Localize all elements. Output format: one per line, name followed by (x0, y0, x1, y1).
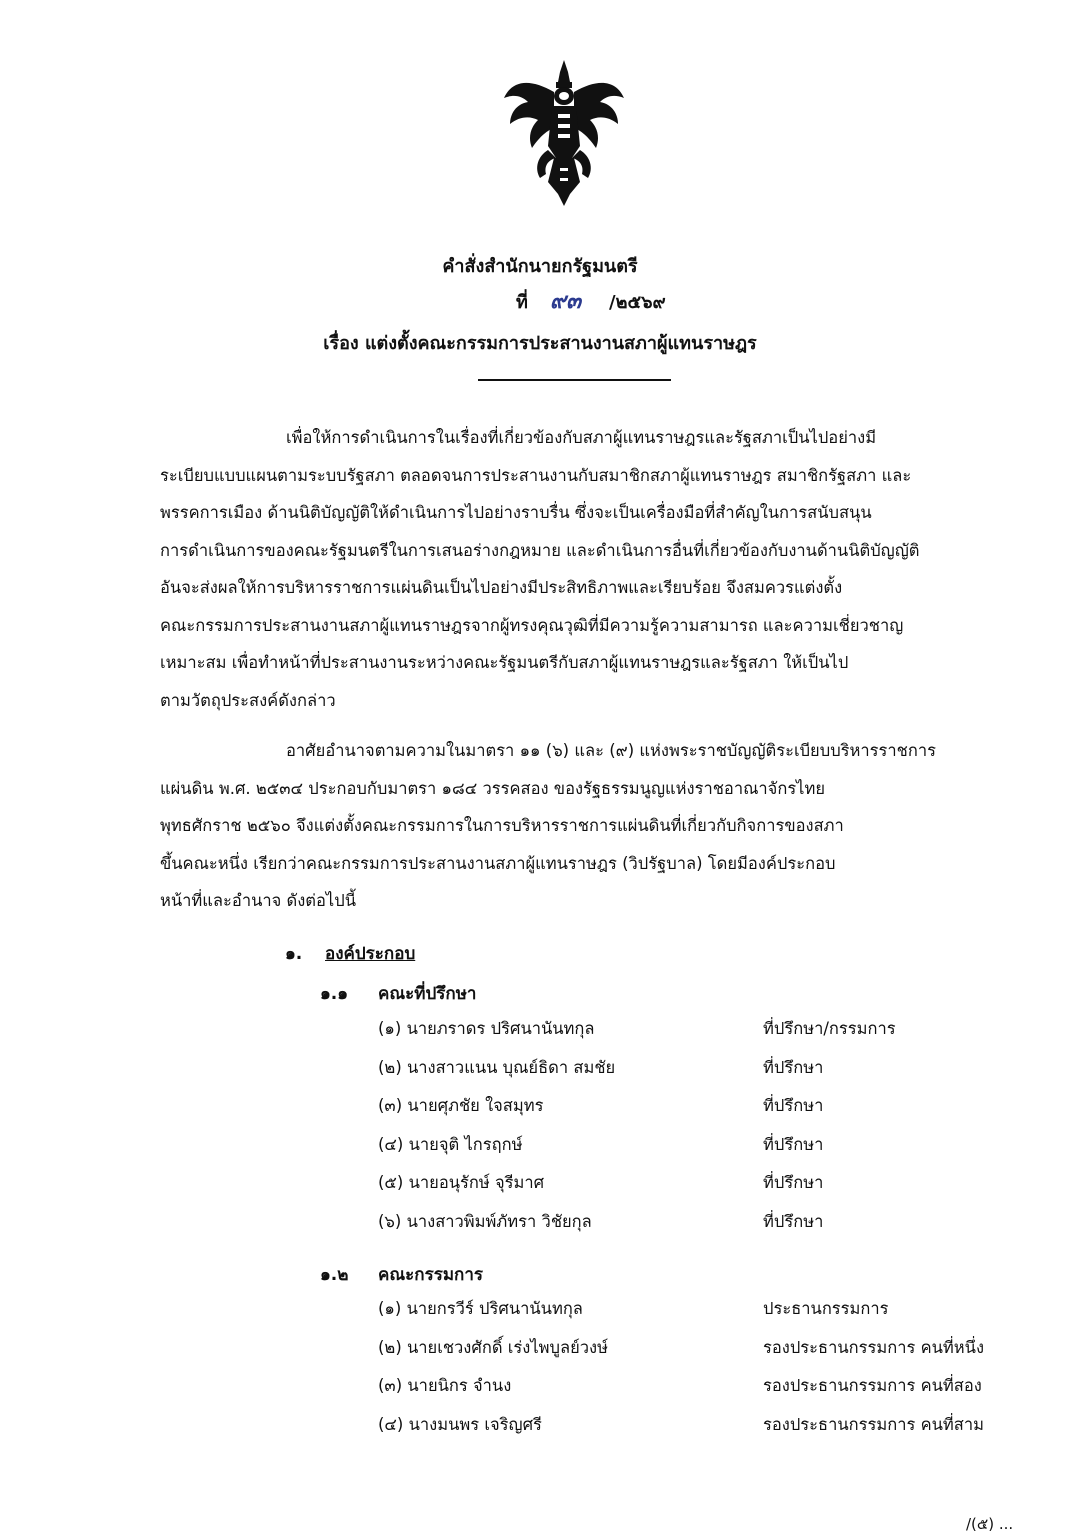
subsection-title: คณะที่ปรึกษา (378, 984, 477, 1004)
order-prefix: ที่ (516, 292, 528, 313)
member-name: (๑) นายภราดร ปริศนานันทกุล (378, 1019, 595, 1038)
order-year: /๒๕๖๙ (609, 292, 666, 313)
title-divider (478, 379, 671, 381)
order-subject: เรื่อง แต่งตั้งคณะกรรมการประสานงานสภาผู้แทนราษฎร (323, 333, 757, 354)
subsection-title: คณะกรรมการ (378, 1265, 484, 1285)
member-name: (๕) นายอนุรักษ์ จุรีมาศ (378, 1173, 545, 1192)
paragraph-line: เพื่อให้การดำเนินการในเรื่องที่เกี่ยวข้องกับสภาผู้แทนราษฎรและรัฐสภาเป็นไปอย่างมี (286, 428, 877, 447)
member-name: (๔) นายจุติ ไกรฤกษ์ (378, 1134, 523, 1154)
order-number-handwritten: ๙๓ (549, 288, 582, 314)
list-item (378, 1209, 1018, 1248)
page-continuation: /(๕) ... (966, 1515, 1014, 1533)
advisors-heading (320, 980, 476, 1007)
list-item (378, 1132, 1018, 1171)
list-item (378, 1412, 1018, 1451)
member-name: (๖) นางสาวพิมพ์ภัทรา วิชัยกุล (378, 1211, 592, 1231)
section-title: องค์ประกอบ (325, 944, 416, 964)
subsection-number: ๑.๒ (320, 1265, 349, 1285)
order-number-line (516, 290, 666, 314)
section-number: ๑. (285, 944, 303, 964)
list-item (378, 1296, 1018, 1335)
paragraph-line: คณะกรรมการประสานงานสภาผู้แทนราษฎรจากผู้ทรงคุณวุฒิที่มีความรู้ความสามารถ และความเชี่ยวชาญ (160, 615, 904, 635)
paragraph-line: การดำเนินการของคณะรัฐมนตรีในการเสนอร่างกฎหมาย และดำเนินการอื่นที่เกี่ยวข้องกับงานด้านนิติบัญญัติ (160, 540, 920, 560)
advisors-list (378, 1016, 1018, 1247)
paragraph-line: พุทธศักราช ๒๕๖๐ จึงแต่งตั้งคณะกรรมการในการบริหารราชการแผ่นดินที่เกี่ยวกับกิจการของสภา (160, 816, 844, 835)
member-role: ที่ปรึกษา/กรรมการ (763, 1019, 896, 1038)
paragraph-authority (160, 732, 1000, 920)
garuda-emblem-icon (500, 58, 628, 208)
paragraph-line: ตามวัตถุประสงค์ดังกล่าว (160, 690, 336, 710)
member-role: ที่ปรึกษา (763, 1211, 824, 1231)
paragraph-line: อาศัยอำนาจตามความในมาตรา ๑๑ (๖) และ (๙) แห่งพระราชบัญญัติระเบียบบริหารราชการ (286, 741, 936, 760)
member-role: รองประธานกรรมการ คนที่สาม (763, 1414, 985, 1434)
list-item (378, 1093, 1018, 1132)
order-title: คำสั่งสำนักนายกรัฐมนตรี (442, 256, 638, 277)
member-name: (๓) นายศุภชัย ใจสมุทร (378, 1096, 544, 1115)
paragraph-line: อันจะส่งผลให้การบริหารราชการแผ่นดินเป็นไปอย่างมีประสิทธิภาพและเรียบร้อย จึงสมควรแต่งตั้ง (160, 578, 843, 597)
paragraph-line: ขึ้นคณะหนึ่ง เรียกว่าคณะกรรมการประสานงานสภาผู้แทนราษฎร (วิปรัฐบาล) โดยมีองค์ประกอบ (160, 853, 836, 873)
paragraph-line: เหมาะสม เพื่อทำหน้าที่ประสานงานระหว่างคณะรัฐมนตรีกับสภาผู้แทนราษฎรและรัฐสภา ให้เป็นไป (160, 653, 849, 672)
member-role: ประธานกรรมการ (763, 1299, 889, 1318)
paragraph-line: ระเบียบแบบแผนตามระบบรัฐสภา ตลอดจนการประสานงานกับสมาชิกสภาผู้แทนราษฎร สมาชิกรัฐสภา และ (160, 465, 912, 485)
paragraph-line: แผ่นดิน พ.ศ. ๒๕๓๔ ประกอบกับมาตรา ๑๘๔ วรรคสอง ของรัฐธรรมนูญแห่งราชอาณาจักรไทย (160, 778, 826, 798)
subsection-number: ๑.๑ (320, 984, 349, 1004)
member-name: (๔) นางมนพร เจริญศรี (378, 1414, 542, 1434)
paragraph-line: พรรคการเมือง ด้านนิติบัญญัติให้ดำเนินการไปอย่างราบรื่น ซึ่งจะเป็นเครื่องมือที่สำคัญในการสนับสนุน (160, 503, 872, 522)
member-role: ที่ปรึกษา (763, 1096, 824, 1115)
section-composition-heading (285, 940, 415, 967)
list-item (378, 1016, 1018, 1055)
member-name: (๓) นายนิกร จำนง (378, 1376, 512, 1395)
order-title-block (0, 248, 1080, 286)
committee-list (378, 1296, 1018, 1450)
list-item (378, 1335, 1018, 1374)
member-name: (๒) นางสาวแนน บุณย์ธิดา สมชัย (378, 1057, 616, 1077)
list-item (378, 1170, 1018, 1209)
member-name: (๒) นายเชวงศักดิ์ เร่งไพบูลย์วงษ์ (378, 1337, 608, 1357)
paragraph-purpose (160, 419, 1000, 719)
member-role: รองประธานกรรมการ คนที่สอง (763, 1376, 982, 1395)
member-role: ที่ปรึกษา (763, 1057, 824, 1077)
committee-heading (320, 1261, 483, 1288)
member-role: รองประธานกรรมการ คนที่หนึ่ง (763, 1337, 985, 1357)
list-item (378, 1373, 1018, 1412)
member-role: ที่ปรึกษา (763, 1134, 824, 1154)
paragraph-line: หน้าที่และอำนาจ ดังต่อไปนี้ (160, 891, 356, 910)
member-role: ที่ปรึกษา (763, 1173, 824, 1192)
member-name: (๑) นายกรวีร์ ปริศนานันทกุล (378, 1299, 583, 1318)
list-item (378, 1055, 1018, 1094)
